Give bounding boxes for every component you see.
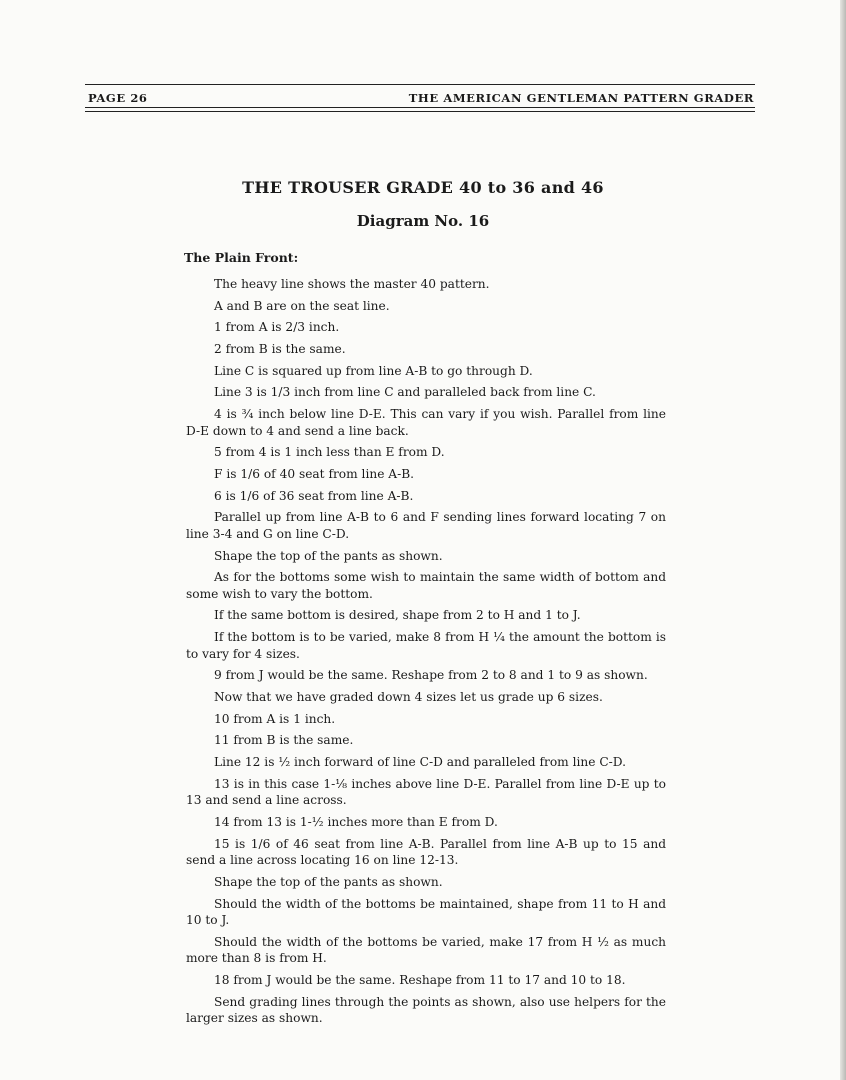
paragraph: 11 from B is the same. [214,733,354,748]
paragraph: 2 from B is the same. [214,342,346,357]
paragraph: 14 from 13 is 1-½ inches more than E from D. [214,814,498,829]
section-heading: The Plain Front: [184,250,299,265]
header-rule-bottom-double [85,111,755,112]
paragraph: Line C is squared up from line A-B to go through D. [214,363,533,378]
paragraph: If the bottom is to be varied, make 8 from H ¼ the amount the bottom is to vary for 4 sizes. [186,630,666,661]
paragraph: The heavy line shows the master 40 pattern. [214,277,490,291]
paragraph: Line 12 is ½ inch forward of line C-D and paralleled from line C-D. [214,755,626,770]
paragraph: 6 is 1/6 of 36 seat from line A-B. [214,488,414,503]
paragraph: 9 from J would be the same. Reshape from 2 to 8 and 1 to 9 as shown. [214,668,648,683]
paragraph: 5 from 4 is 1 inch less than E from D. [214,445,445,460]
paragraph: F is 1/6 of 40 seat from line A-B. [214,467,415,481]
paragraph: Send grading lines through the points as shown, also use helpers for the larger sizes as shown. [186,994,666,1026]
paragraph: Line 3 is 1/3 inch from line C and paralleled back from line C. [214,385,596,400]
paragraph: Now that we have graded down 4 sizes let us grade up 6 sizes. [214,690,603,704]
paragraph: If the same bottom is desired, shape from 2 to H and 1 to J. [214,608,581,623]
header-rule-top [85,84,755,85]
paragraph: 10 from A is 1 inch. [214,711,336,726]
paragraph: Should the width of the bottoms be maintained, shape from 11 to H and 10 to J. [186,896,666,927]
paragraph: 1 from A is 2/3 inch. [214,320,340,335]
paragraph: As for the bottoms some wish to maintain the same width of bottom and some wish to vary the bottom. [186,570,666,601]
running-header [88,91,754,105]
paragraph: Parallel up from line A-B to 6 and F sending lines forward locating 7 on line 3-4 and G on line C-D. [186,510,666,541]
paragraph: Should the width of the bottoms be varied, make 17 from H ½ as much more than 8 is from H. [186,934,666,966]
paragraph: Shape the top of the pants as shown. [214,874,443,889]
diagram-subtitle: Diagram No. 16 [356,212,490,230]
page-title: THE TROUSER GRADE 40 to 36 and 46 [242,178,604,197]
instruction-body [186,276,666,1032]
paragraph: A and B are on the seat line. [214,298,390,313]
paragraph: 13 is in this case 1-⅛ inches above line D-E. Parallel from line D-E up to 13 and send a line across. [186,776,666,808]
paragraph: 18 from J would be the same. Reshape from 11 to 17 and 10 to 18. [214,972,626,987]
book-title: THE AMERICAN GENTLEMAN PATTERN GRADER [408,91,754,105]
page-edge [840,0,846,1080]
paragraph: 4 is ¾ inch below line D-E. This can vary if you wish. Parallel from line D-E down to 4 and send a line back. [186,407,666,438]
paragraph: Shape the top of the pants as shown. [214,548,443,563]
paragraph: 15 is 1/6 of 46 seat from line A-B. Parallel from line A-B up to 15 and send a line across locating 16 on line 12-13. [186,836,666,868]
page-number: PAGE 26 [88,91,148,105]
header-rule-bottom [85,107,755,108]
